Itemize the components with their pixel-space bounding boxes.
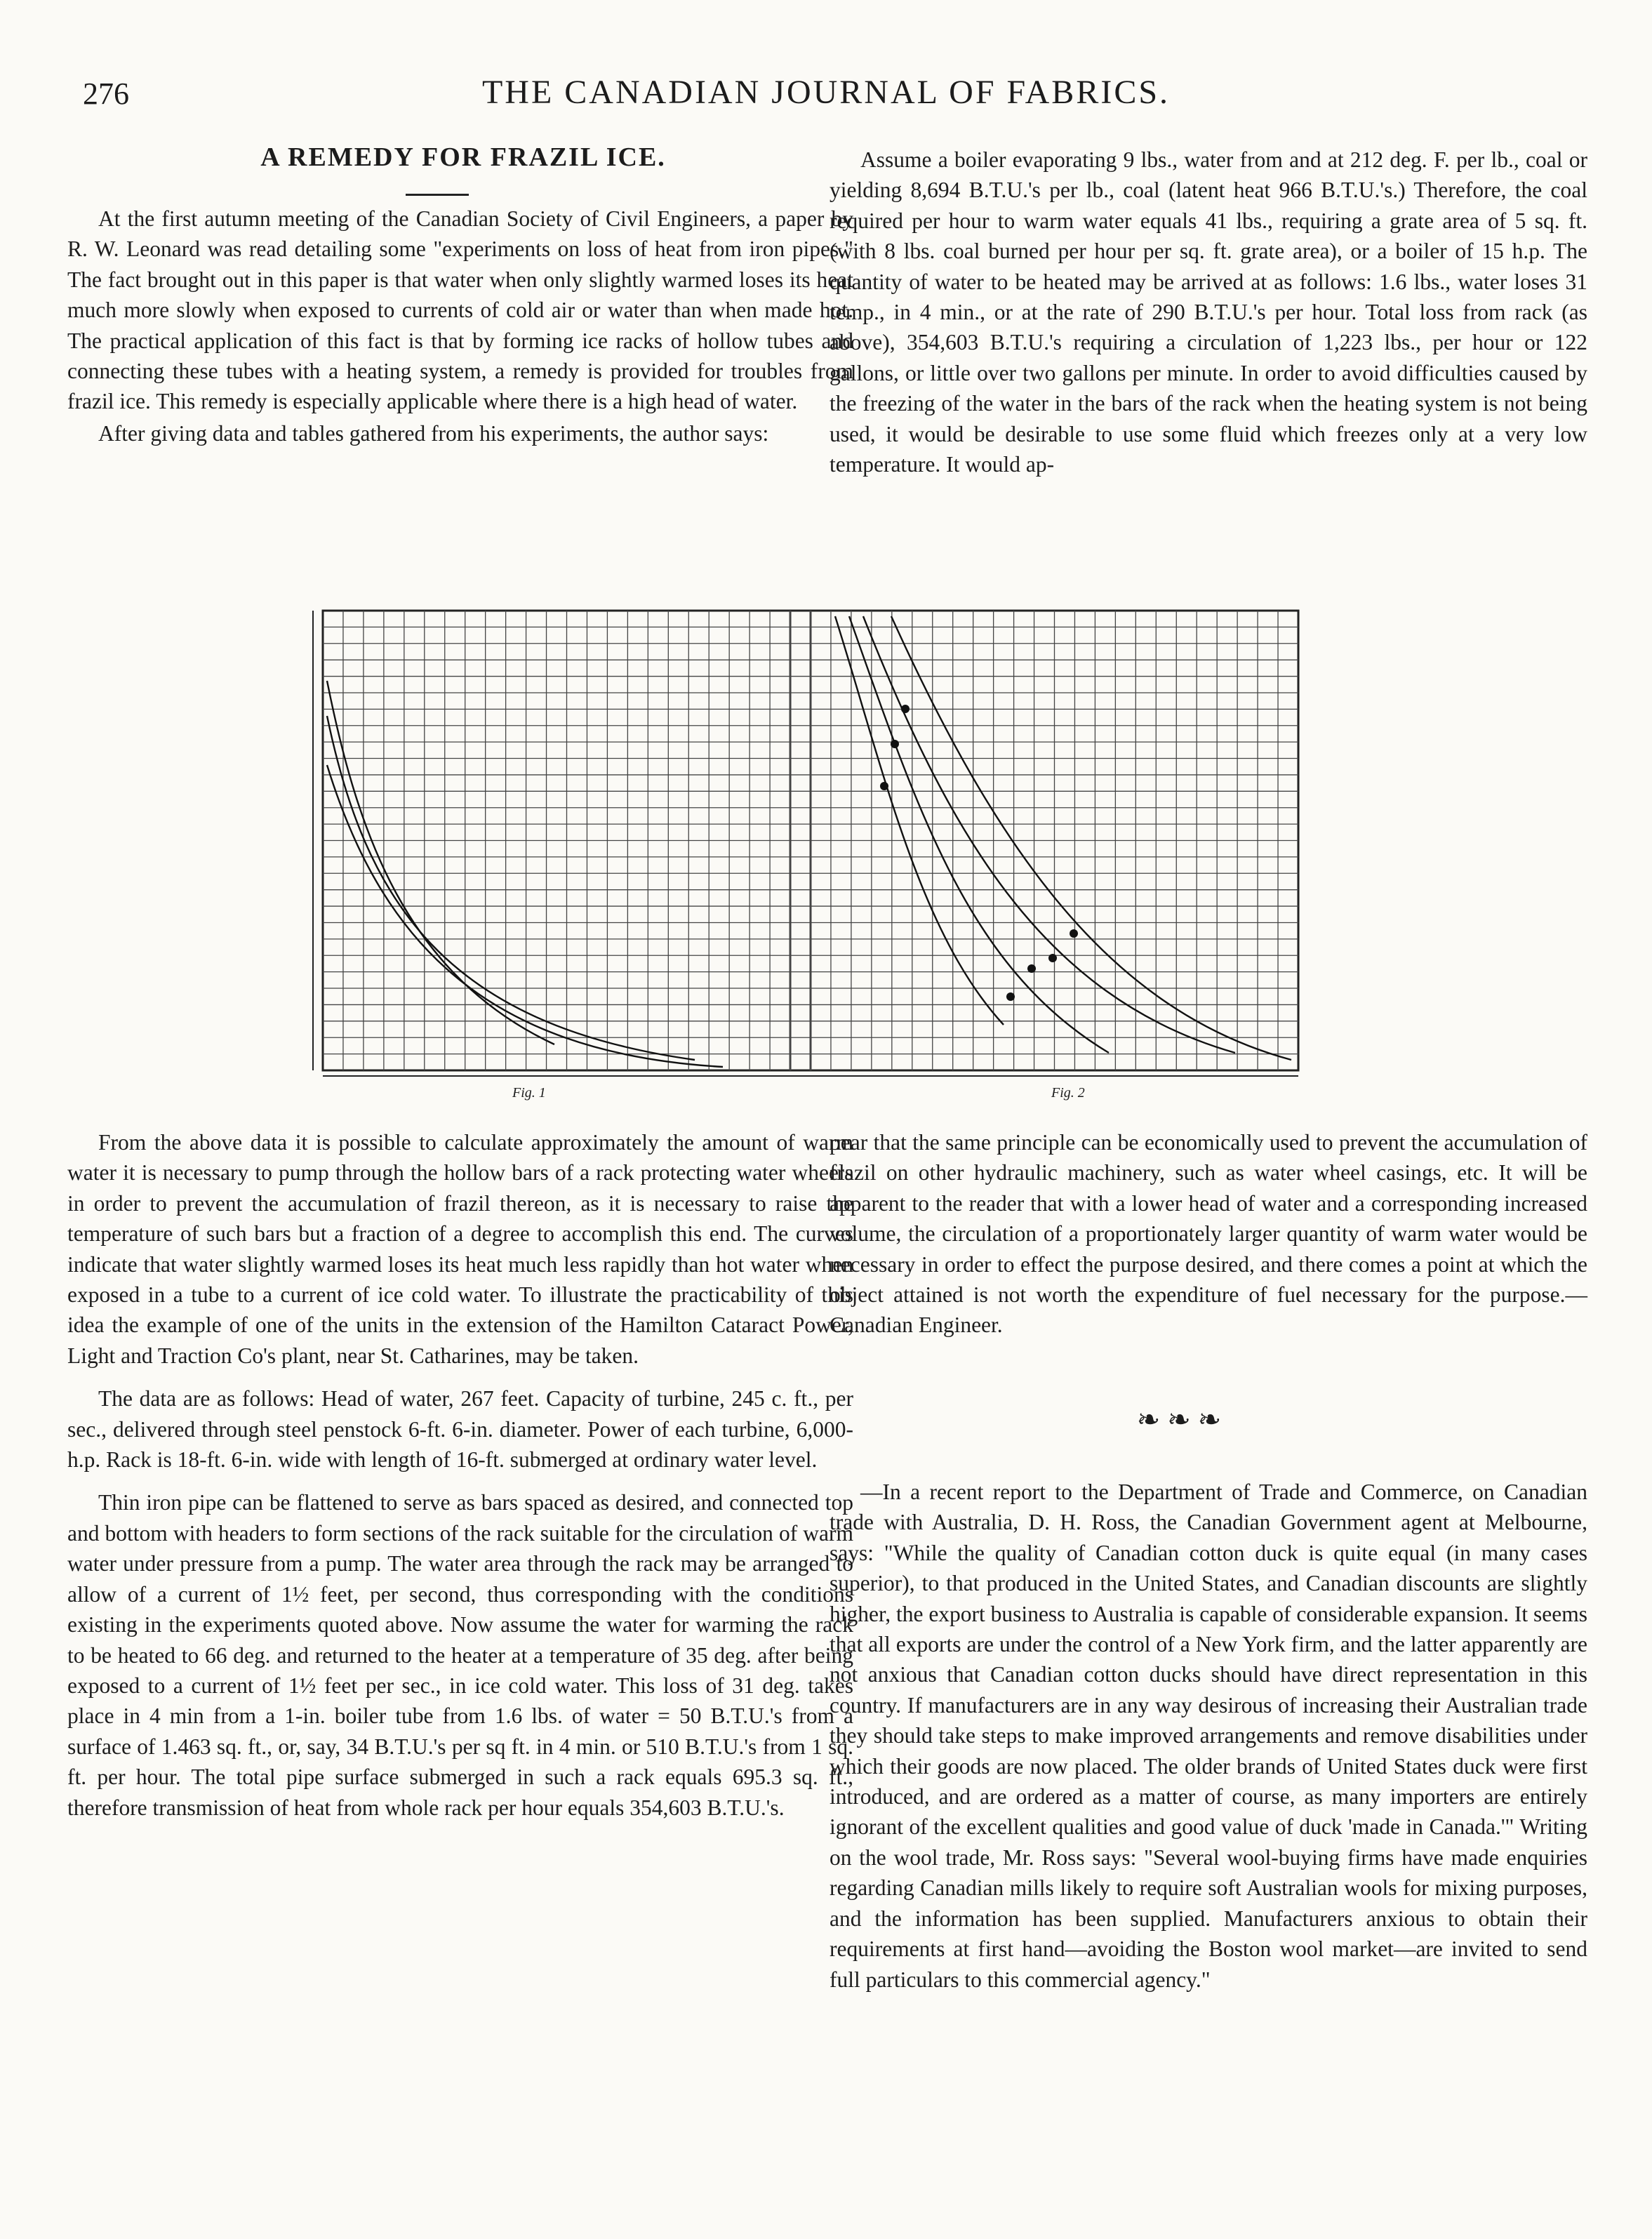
paragraph: Thin iron pipe can be flattened to serve as bars spaced as desired, and connected top and bottom with headers to form sections of the rack suitable for the circulation of warm water under pressure from a pump. The water area through the rack may be arranged to allow of a current of 1½ feet, per second, thus corresponding with the conditions existing in the experiments quoted above. Now assume the water for warming the rack to be heated to 66 deg. and returned to the heater at a temperature of 35 deg. after being exposed to a current of 1½ feet per sec., in ice cold water. This loss of 31 deg. takes place in 4 min from a 1-in. boiler tube from 1.6 lbs. of water = 50 B.T.U.'s from a surface of 1.463 sq. ft., or, say, 34 B.T.U.'s per sq ft. in 4 min. or 510 B.T.U.'s from 1 sq. ft. per hour. The total pipe surface submerged in such a rack equals 695.3 sq. ft., therefore transmission of heat from whole rack per hour equals 354,603 B.T.U.'s. xyxy=(67,1490,853,1820)
data-point xyxy=(1070,929,1078,938)
left-bottom-column xyxy=(67,1127,853,1823)
fig1-caption: Fig. 1 xyxy=(512,1085,546,1101)
right-bottom-column xyxy=(830,1127,1587,1341)
data-point xyxy=(880,782,888,790)
journal-title: THE CANADIAN JOURNAL OF FABRICS. xyxy=(481,74,1171,111)
data-point xyxy=(1048,954,1057,962)
paragraph: The data are as follows: Head of water, 267 feet. Capacity of turbine, 245 c. ft., per sec., delivered through steel penstock 6-ft. 6-in. diameter. Power of each turbine, 6,000-h.p. Rack is 18-ft. 6-in. wide with length of 16-ft. submerged at ordinary water level. xyxy=(67,1386,853,1473)
paragraph: At the first autumn meeting of the Canadian Society of Civil Engineers, a paper by R. W. Leonard was read detailing some "experiments on loss of heat from iron pipes." The fact brought out in this paper is that water when only slightly warmed loses its heat much more slowly when exposed to currents of cold air or water than when made hot. The practical application of this fact is that by forming ice racks of hollow tubes and connecting these tubes with a heating system, a remedy is provided for troubles from frazil ice. This remedy is especially applicable where there is a high head of water. xyxy=(67,206,853,414)
paragraph: From the above data it is possible to calculate approximately the amount of warm water it is necessary to pump through the hollow bars of a rack protecting water wheels in order to prevent the accumulation of frazil thereon, as it is necessary to raise the temperature of such bars but a fraction of a degree to accomplish this end. The curves indicate that water slightly warmed loses its heat much less rapidly than hot water when exposed in a tube to a current of ice cold water. To illustrate the practicability of this idea the example of one of the units in the extension of the Hamilton Cataract Power, Light and Traction Co's plant, near St. Catharines, may be taken. xyxy=(67,1130,853,1368)
trade-note-paragraph: —In a recent report to the Department of Trade and Commerce, on Canadian trade with Australia, D. H. Ross, the Canadian Government agent at Melbourne, says: "While the quality of Canadian cotton duck is quite equal (in many cases superior), to that produced in the United States, and Canadian discounts are slightly higher, the export business to Australia is capable of considerable expansion. It seems that all exports are under the control of a New York firm, and the latter apparently are not anxious that Canadian cotton ducks should have direct representation in this country. If manufacturers are in any way desirous of increasing their Australian trade they should take steps to make improved arrangements and remove disabilities under which their goods are now placed. The older brands of United States duck were first introduced, and are ordered as a matter of course, as many importers are entirely ignorant of the excellent qualities and good value of duck 'made in Canada.'" Writing on the wool trade, Mr. Ross says: "Several wool-buying firms have made enquiries regarding Canadian mills likely to require soft Australian wools for mixing purposes, and the information has been supplied. Manufacturers anxious to obtain their requirements at first hand—avoiding the Boston wool market—are invited to send full particulars to this commercial agency." xyxy=(830,1480,1587,1992)
page-number: 276 xyxy=(83,77,129,111)
left-top-column xyxy=(67,204,853,449)
paragraph: Assume a boiler evaporating 9 lbs., water from and at 212 deg. F. per lb., coal or yielding 8,694 B.T.U.'s per lb., coal (latent heat 966 B.T.U.'s.) Therefore, the coal required per hour to warm water equals 41 lbs., requiring a grate area of 5 sq. ft. (with 8 lbs. coal burned per hour per sq. ft. grate area), or a boiler of 15 h.p. The quantity of water to be heated may be arrived at as follows: 1.6 lbs., water loses 31 temp., in 4 min., or at the rate of 290 B.T.U.'s per hour. Total loss from rack (as above), 354,603 B.T.U.'s requiring a circulation of 1,223 lbs., per hour or 122 gallons, or little over two gallons per minute. In order to avoid difficulties caused by the freezing of the water in the bars of the rack when the heating system is not being used, it would be desirable to use some fluid which freezes only at a very low temperature. It would ap- xyxy=(830,147,1587,477)
data-point xyxy=(1006,992,1015,1001)
paragraph: After giving data and tables gathered from his experiments, the author says: xyxy=(98,420,769,446)
paragraph: pear that the same principle can be economically used to prevent the accumulation of frazil on other hydraulic machinery, such as water wheel casings, etc. It will be apparent to the reader that with a lower head of water and a corresponding increased volume, the circulation of a proportionately larger quantity of warm water would be necessary in order to effect the purpose desired, and there comes a point at which the object attained is not worth the expenditure of fuel necessary for the purpose.—Canadian Engineer. xyxy=(830,1130,1587,1338)
heat-loss-chart xyxy=(302,604,1312,1095)
fig2-caption: Fig. 2 xyxy=(1051,1085,1085,1101)
heat-loss-figure xyxy=(302,604,1312,1101)
data-point xyxy=(891,740,899,748)
article-title: A REMEDY FOR FRAZIL ICE. xyxy=(260,142,666,172)
section-ornament: ❧❧❧ xyxy=(1136,1404,1229,1435)
data-point xyxy=(1027,964,1036,973)
right-top-column xyxy=(830,145,1587,479)
title-rule xyxy=(406,194,469,196)
data-point xyxy=(901,705,910,713)
trade-note-column xyxy=(830,1477,1587,1995)
